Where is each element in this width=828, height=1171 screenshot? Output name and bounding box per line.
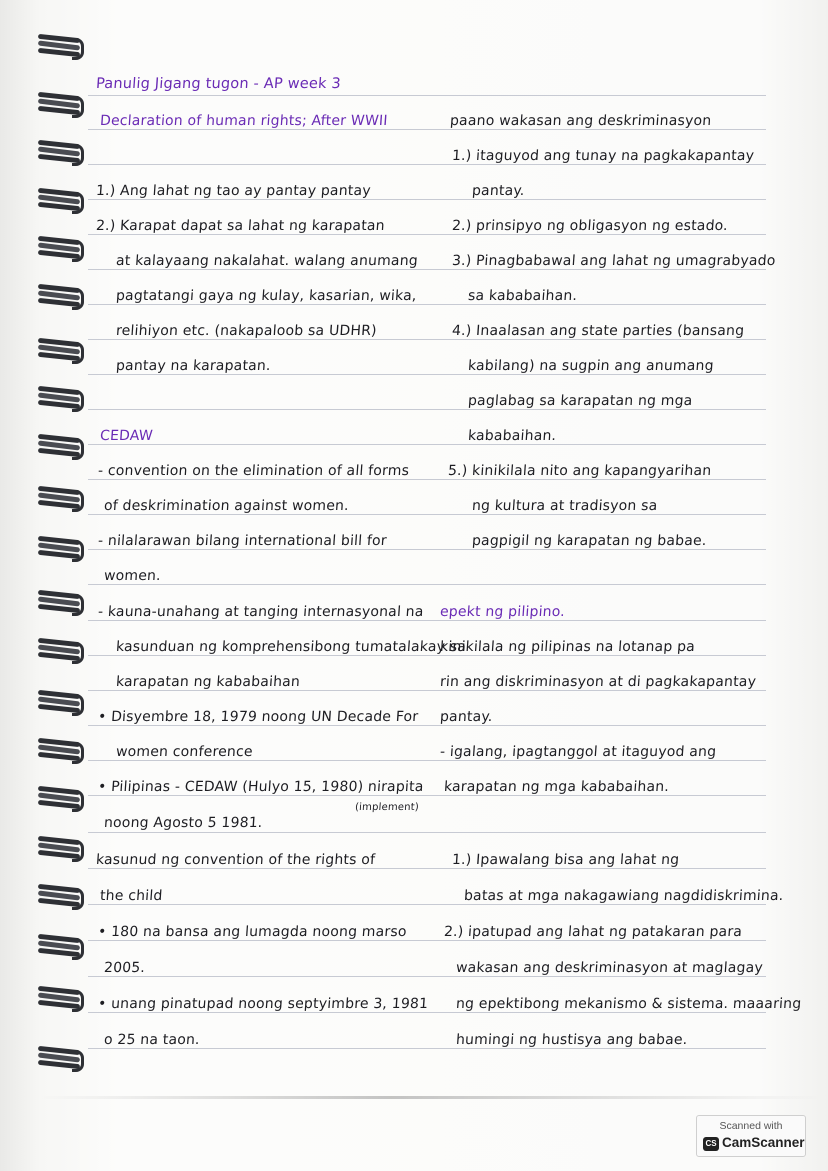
note-line: the child [99,888,164,904]
note-line: women. [103,568,162,584]
note-line: - kauna-unahang at tanging internasyonal na [97,604,425,620]
ruled-line [88,409,766,410]
note-line: 1.) Ipawalang bisa ang lahat ng [451,852,680,868]
ruled-line [88,832,766,833]
note-line: 2005. [103,960,146,976]
spiral-ring-icon [38,690,84,716]
spiral-ring-icon [38,836,84,862]
spiral-ring-icon [38,638,84,664]
ruled-line [88,339,766,340]
spiral-ring-icon [38,386,84,412]
ruled-line [88,444,766,445]
note-line: noong Agosto 5 1981. [103,815,264,831]
heading-epekto: epekt ng pilipino. [439,604,566,620]
note-line: women conference [115,744,254,760]
ruled-line [88,514,766,515]
note-line: of deskrimination against women. [103,498,350,514]
heading-paano-wakasan: paano wakasan ang deskriminasyon [449,113,712,129]
ruled-line [88,690,766,691]
note-line: • Disyembre 18, 1979 noong UN Decade For [97,709,419,725]
note-line: • 180 na bansa ang lumagda noong marso [97,924,408,940]
spiral-ring-icon [38,786,84,812]
spiral-ring-icon [38,486,84,512]
note-line: ng epektibong mekanismo & sistema. maaaring [455,996,802,1012]
note-line: sa kababaihan. [467,288,578,304]
ruled-line [88,620,766,621]
ruled-line [88,129,766,130]
note-line: 3.) Pinagbabawal ang lahat ng umagrabyado [451,253,777,269]
note-line: karapatan ng kababaihan [115,674,301,690]
spiral-ring-icon [38,338,84,364]
ruled-line [88,304,766,305]
implement-annotation: (implement) [354,802,420,813]
note-line: 5.) kinikilala nito ang kapangyarihan [447,463,712,479]
note-line: • unang pinatupad noong septyimbre 3, 1981 [97,996,429,1012]
spiral-ring-icon [38,140,84,166]
stamp-caption: Scanned with [719,1120,783,1132]
spiral-ring-icon [38,884,84,910]
note-line: kabilang) na sugpin ang anumang [467,358,715,374]
note-line: karapatan ng mga kababaihan. [443,779,670,795]
camscanner-logo-text: CS [705,1139,717,1148]
note-line: - convention on the elimination of all forms [97,463,410,479]
spiral-ring-icon [38,236,84,262]
camscanner-stamp [696,1115,806,1157]
ruled-line [88,479,766,480]
note-line: pantay. [471,183,526,199]
ruled-line [88,655,766,656]
note-line: • Pilipinas - CEDAW (Hulyo 15, 1980) nirapita [97,779,425,795]
note-line: - nilalarawan bilang international bill for [97,533,388,549]
note-line: ng kultura at tradisyon sa [471,498,659,514]
spiral-ring-icon [38,34,84,60]
spiral-ring-icon [38,434,84,460]
ruled-line [88,725,766,726]
note-line: 2.) Karapat dapat sa lahat ng karapatan [95,218,386,234]
camscanner-brand: CamScanner [722,1135,805,1150]
heading-cedaw: CEDAW [99,428,154,444]
note-line: relihiyon etc. (nakapaloob sa UDHR) [115,323,378,339]
ruled-line [88,269,766,270]
note-line: kababaihan. [467,428,557,444]
note-line: paglabag sa karapatan ng mga [467,393,694,409]
note-line: at kalayaang nakalahat. walang anumang [115,253,419,269]
spiral-ring-icon [38,1046,84,1072]
spiral-ring-icon [38,986,84,1012]
ruled-line [88,760,766,761]
note-line: kasunduan ng komprehensibong tumatalakay sa [115,639,467,655]
spiral-ring-icon [38,92,84,118]
note-line: pantay. [439,709,494,725]
note-line: 4.) Inaalasan ang state parties (bansang [451,323,745,339]
note-line: 1.) itaguyod ang tunay na pagkakapantay [451,148,755,164]
note-line: humingi ng hustisya ang babae. [455,1032,688,1048]
note-line: rin ang diskriminasyon at di pagkakapantay [439,674,757,690]
spiral-ring-icon [38,590,84,616]
ruled-line [88,940,766,941]
spiral-ring-icon [38,284,84,310]
note-line: wakasan ang deskriminasyon at maglagay [455,960,764,976]
note-line: kinikilala ng pilipinas na lotanap pa [439,639,696,655]
spiral-ring-icon [38,188,84,214]
ruled-line [88,868,766,869]
ruled-line [88,1048,766,1049]
note-line: batas at mga nakagawiang nagdidiskrimina. [463,888,784,904]
ruled-line [88,95,766,96]
ruled-line [88,549,766,550]
ruled-line [88,1012,766,1013]
note-line: pagtatangi gaya ng kulay, kasarian, wika, [115,288,418,304]
ruled-line [88,199,766,200]
ruled-line [88,374,766,375]
spiral-ring-icon [38,536,84,562]
ruled-line [88,976,766,977]
notes-title: Panulig Jigang tugon - AP week 3 [95,76,342,92]
spiral-ring-icon [38,934,84,960]
note-line: o 25 na taon. [103,1032,201,1048]
ruled-line [88,904,766,905]
note-line: 2.) ipatupad ang lahat ng patakaran para [443,924,743,940]
heading-human-rights: Declaration of human rights; After WWII [99,113,389,129]
ruled-line [88,164,766,165]
note-line: 1.) Ang lahat ng tao ay pantay pantay [95,183,372,199]
spiral-ring-icon [38,738,84,764]
ruled-line [88,234,766,235]
page-bottom-fold [40,1096,820,1099]
ruled-line [88,584,766,585]
note-line: pantay na karapatan. [115,358,272,374]
note-line: pagpigil ng karapatan ng babae. [471,533,708,549]
note-line: kasunud ng convention of the rights of [95,852,376,868]
note-line: 2.) prinsipyo ng obligasyon ng estado. [451,218,729,234]
ruled-line [88,795,766,796]
note-line: - igalang, ipagtanggol at itaguyod ang [439,744,717,760]
